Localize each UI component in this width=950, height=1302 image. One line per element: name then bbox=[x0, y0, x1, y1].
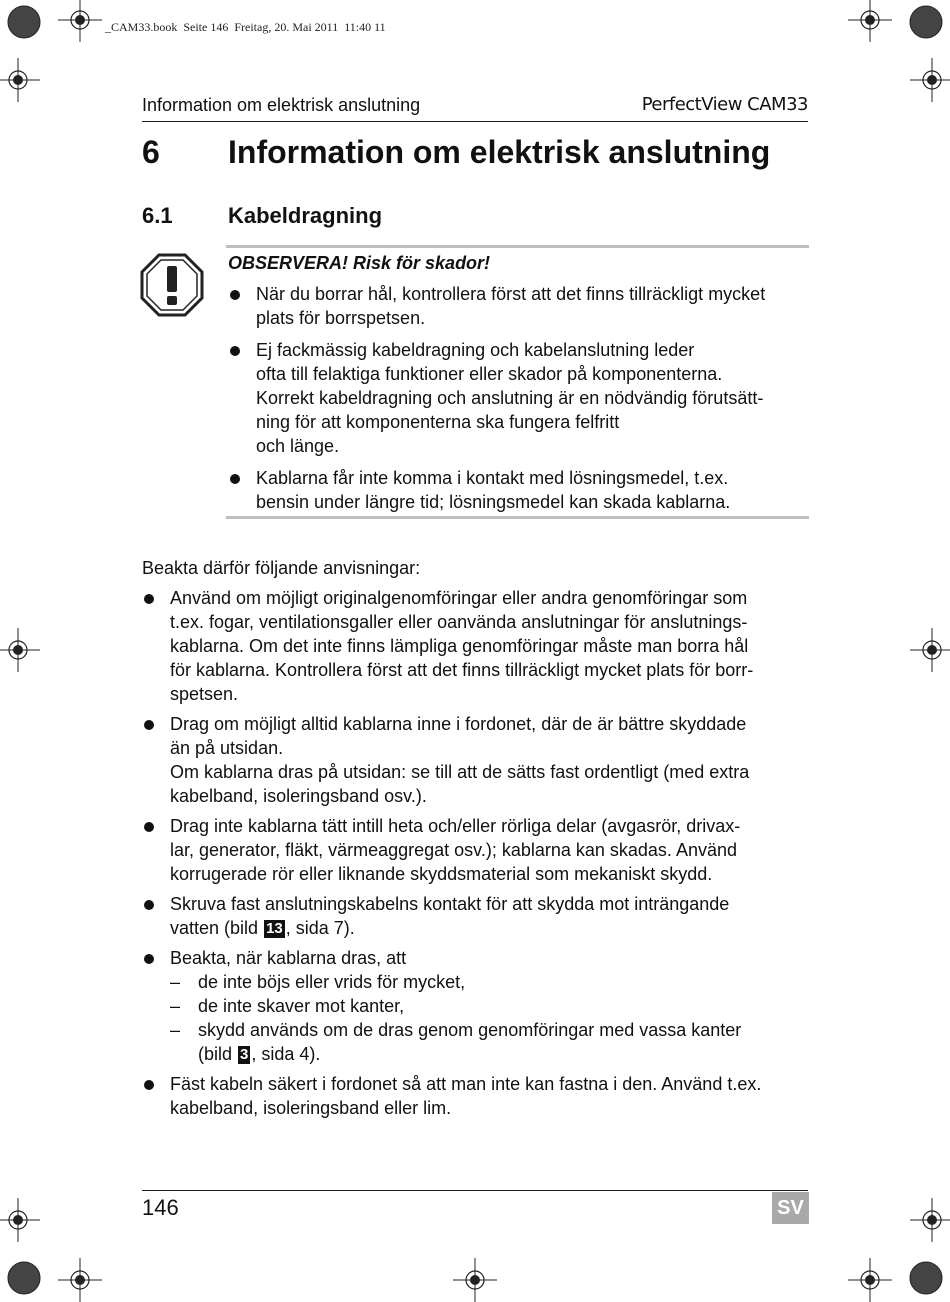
warning-bottom-rule bbox=[226, 516, 809, 519]
warning-title: OBSERVERA! Risk för skador! bbox=[228, 253, 491, 273]
sub-list-item: – de inte skaver mot kanter, bbox=[170, 994, 812, 1018]
crosshair-mark-icon bbox=[848, 1258, 892, 1302]
crosshair-mark-icon bbox=[453, 1258, 497, 1302]
list-item: Fäst kabeln säkert i fordonet så att man inte kan fastna i den. Använd t.ex. kabelband, isoleringsband eller lim. bbox=[142, 1072, 812, 1120]
list-item: Drag inte kablarna tätt intill heta och/eller rörliga delar (avgasrör, drivax- lar, generator, fläkt, värmeaggregat osv.); kablarna kan skadas. Använd korrugerade rör eller liknande skyddsmaterial som mekaniskt skydd. bbox=[142, 814, 812, 886]
print-info-line: _CAM33.book Seite 146 Freitag, 20. Mai 2011 11:40 11 bbox=[105, 20, 386, 34]
figure-reference-badge: 13 bbox=[266, 920, 283, 937]
list-item: När du borrar hål, kontrollera först att det finns tillräckligt mycket plats för borrspetsen. bbox=[228, 282, 813, 330]
running-header-section: Information om elektrisk anslutning bbox=[142, 95, 421, 115]
sub-list-item: – skydd används om de dras genom genomföringar med vassa kanter bbox=[170, 1018, 812, 1042]
crosshair-mark-icon bbox=[58, 1258, 102, 1302]
list-item: Beakta, när kablarna dras, att – de inte böjs eller vrids för mycket, – de inte skaver mot kanter, – skydd används om de dras genom genomföringar med vassa kanter (bild 3 , sida 4). bbox=[142, 946, 812, 1066]
registration-rosette-icon bbox=[910, 1262, 942, 1294]
crosshair-mark-icon bbox=[910, 628, 950, 672]
crosshair-mark-icon bbox=[848, 0, 892, 42]
warning-list bbox=[228, 282, 813, 522]
section-title: Kabeldragning bbox=[228, 203, 383, 228]
instruction-list bbox=[142, 586, 812, 1126]
crosshair-mark-icon bbox=[58, 0, 102, 42]
crosshair-mark-icon bbox=[910, 1198, 950, 1242]
list-item: Kablarna får inte komma i kontakt med lösningsmedel, t.ex. bensin under längre tid; lösningsmedel kan skada kablarna. bbox=[228, 466, 813, 514]
footer-rule bbox=[142, 1190, 808, 1191]
list-item: Skruva fast anslutningskabelns kontakt för att skydda mot inträngande vatten (bild 13 , sida 7). bbox=[142, 892, 812, 940]
figure-reference-badge: 3 bbox=[240, 1046, 249, 1063]
language-badge: SV bbox=[772, 1192, 809, 1224]
sub-list-item: – de inte böjs eller vrids för mycket, bbox=[170, 970, 812, 994]
header-rule bbox=[142, 121, 808, 122]
list-item: Drag om möjligt alltid kablarna inne i fordonet, där de är bättre skyddade än på utsidan. Om kablarna dras på utsidan: se till att de sätts fast ordentligt (med extra kabelband, isoleringsband osv.). bbox=[142, 712, 812, 808]
section-number: 6.1 bbox=[142, 203, 173, 228]
registration-rosette-icon bbox=[910, 6, 942, 38]
intro-text: Beakta därför följande anvisningar: bbox=[142, 558, 421, 578]
crosshair-mark-icon bbox=[0, 628, 40, 672]
crosshair-mark-icon bbox=[910, 58, 950, 102]
crosshair-mark-icon bbox=[0, 1198, 40, 1242]
registration-rosette-icon bbox=[8, 1262, 40, 1294]
crosshair-mark-icon bbox=[0, 58, 40, 102]
warning-top-rule bbox=[226, 245, 809, 248]
registration-rosette-icon bbox=[8, 6, 40, 38]
chapter-number: 6 bbox=[142, 134, 160, 170]
list-item: Använd om möjligt originalgenomföringar eller andra genomföringar som t.ex. fogar, ventilationsgaller eller oanvända anslutningar för anslutnings- kablarna. Om det inte finns lämpliga genomföringar måste man borra hål för kablarna. Kontrollera först att det finns tillräckligt mycket plats för borr- spetsen. bbox=[142, 586, 812, 706]
running-header-product: PerfectView CAM33 bbox=[641, 94, 808, 115]
chapter-title: Information om elektrisk anslutning bbox=[228, 134, 771, 170]
list-item: Ej fackmässig kabeldragning och kabelanslutning leder ofta till felaktiga funktioner eller skador på komponenterna. Korrekt kabeldragning och anslutning är en nödvändig förutsätt- ning för att komponenterna ska fungera felfritt och länge. bbox=[228, 338, 813, 458]
exclamation-octagon-icon bbox=[140, 253, 204, 317]
page-number: 146 bbox=[142, 1195, 179, 1220]
